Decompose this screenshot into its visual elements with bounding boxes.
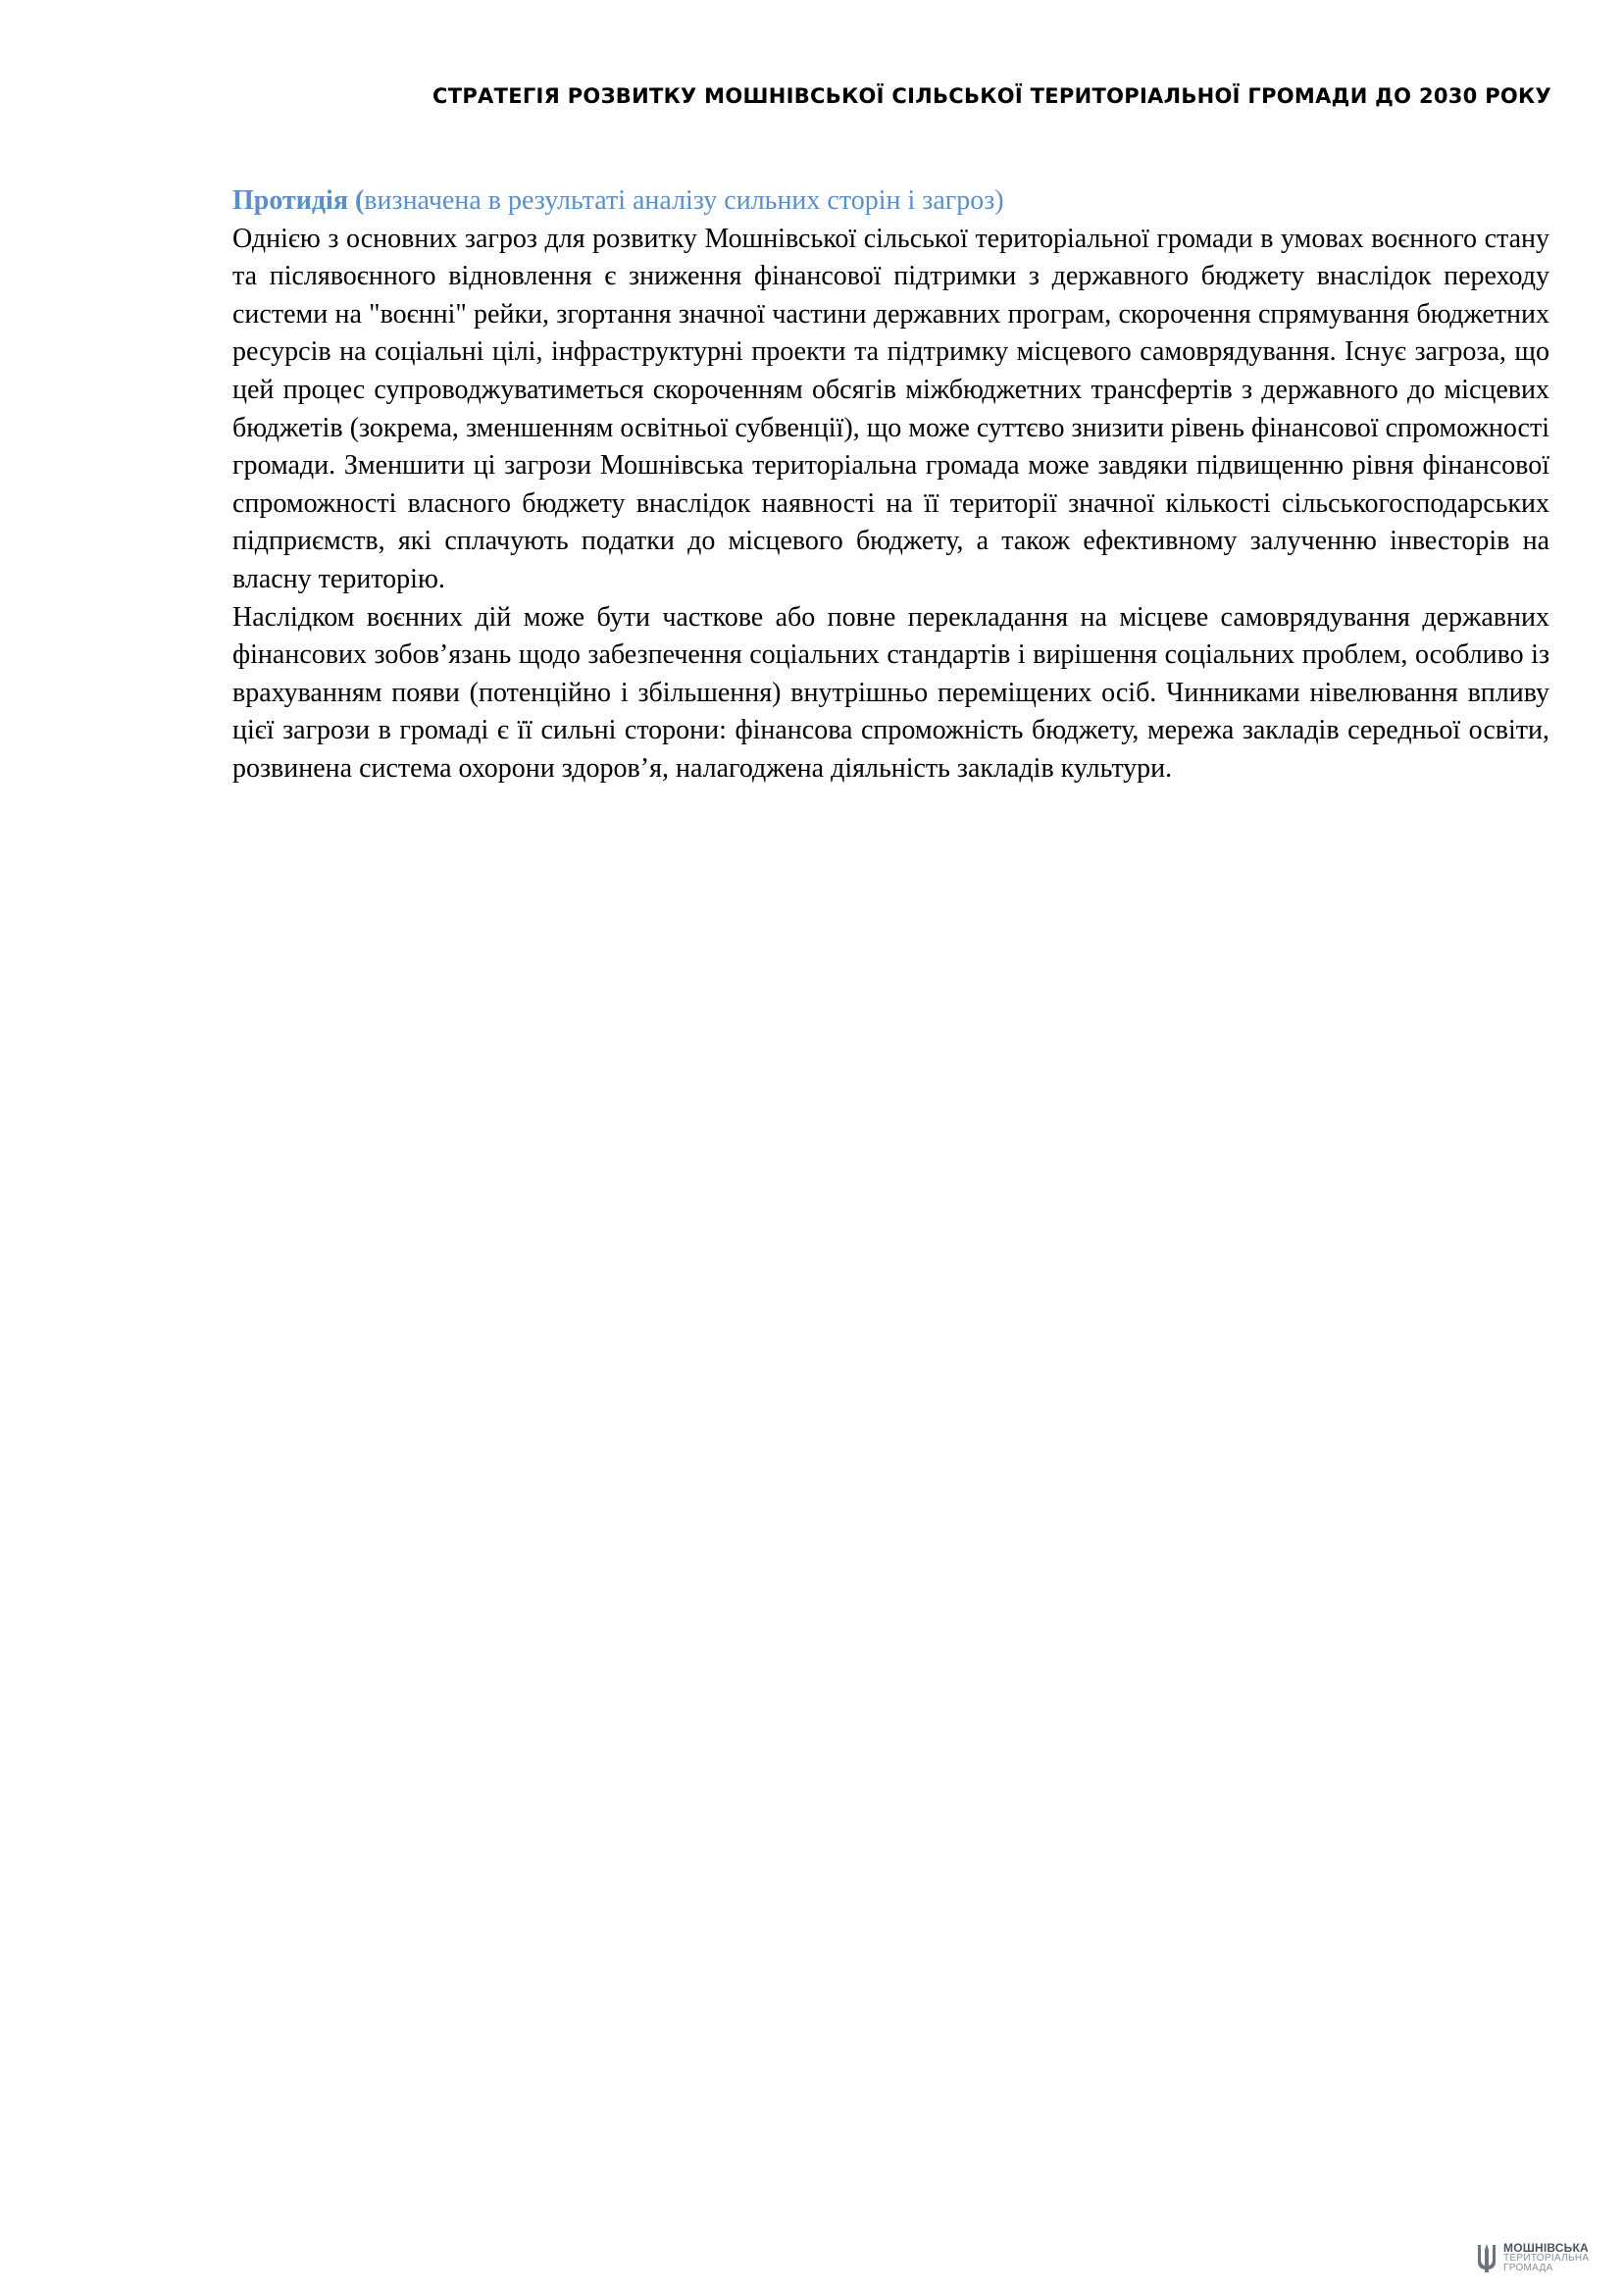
- paragraph-1: Однією з основних загроз для розвитку Мошнівської сільської територіальної громади в умовах воєнного стану та післявоєнного відновлення є зниження фінансової підтримки з державного бюджету внаслідок переходу системи на "воєнні" рейки, згортання значної частини державних програм, скорочення спрямування бюджетних ресурсів на соціальні цілі, інфраструктурні проекти та підтримку місцевого самоврядування. Існує загроза, що цей процес супроводжуватиметься скороченням обсягів міжбюджетних трансфертів з державного до місцевих бюджетів (зокрема, зменшенням освітньої субвенції), що може суттєво знизити рівень фінансової спроможності громади. Зменшити ці загрози Мошнівська територіальна громада може завдяки підвищенню рівня фінансової спроможності власного бюджету внаслідок наявності на її території значної кількості сільськогосподарських підприємств, які сплачують податки до місцевого бюджету, а також ефективному залученню інвесторів на власну територію.: [232, 223, 1549, 594]
- paragraph-2: Наслідком воєнних дій може бути часткове або повне перекладання на місцеве самоврядування державних фінансових зобов’язань щодо забезпечення соціальних стандартів і вирішення соціальних проблем, особливо із врахуванням появи (потенційно і збільшення) внутрішньо переміщених осіб. Чинниками нівелювання впливу цієї загрози в громаді є її сильні сторони: фінансова спроможність бюджету, мережа закладів середньої освіти, розвинена система охорони здоров’я, налагоджена діяльність закладів культури.: [232, 601, 1549, 784]
- logo-line-community: МОШНІВСЬКА: [1503, 2241, 1589, 2255]
- community-logo: [1475, 2242, 1589, 2273]
- section-heading-subtitle: визначена в результаті аналізу сильних сторін і загроз): [364, 185, 1004, 216]
- logo-line-territorial: ТЕРИТОРІАЛЬНА: [1503, 2253, 1590, 2264]
- logo-line-hromada: ГРОМАДА: [1503, 2263, 1553, 2273]
- trident-icon: [1475, 2242, 1498, 2273]
- section-heading-bold: Протидія (: [232, 185, 365, 216]
- document-body: [232, 182, 1549, 789]
- section-heading: [232, 182, 1549, 221]
- page-header-title: СТРАТЕГІЯ РОЗВИТКУ МОШНІВСЬКОЇ СІЛЬСЬКОЇ ТЕРИТОРІАЛЬНОЇ ГРОМАДИ ДО 2030 РОКУ: [432, 84, 1551, 108]
